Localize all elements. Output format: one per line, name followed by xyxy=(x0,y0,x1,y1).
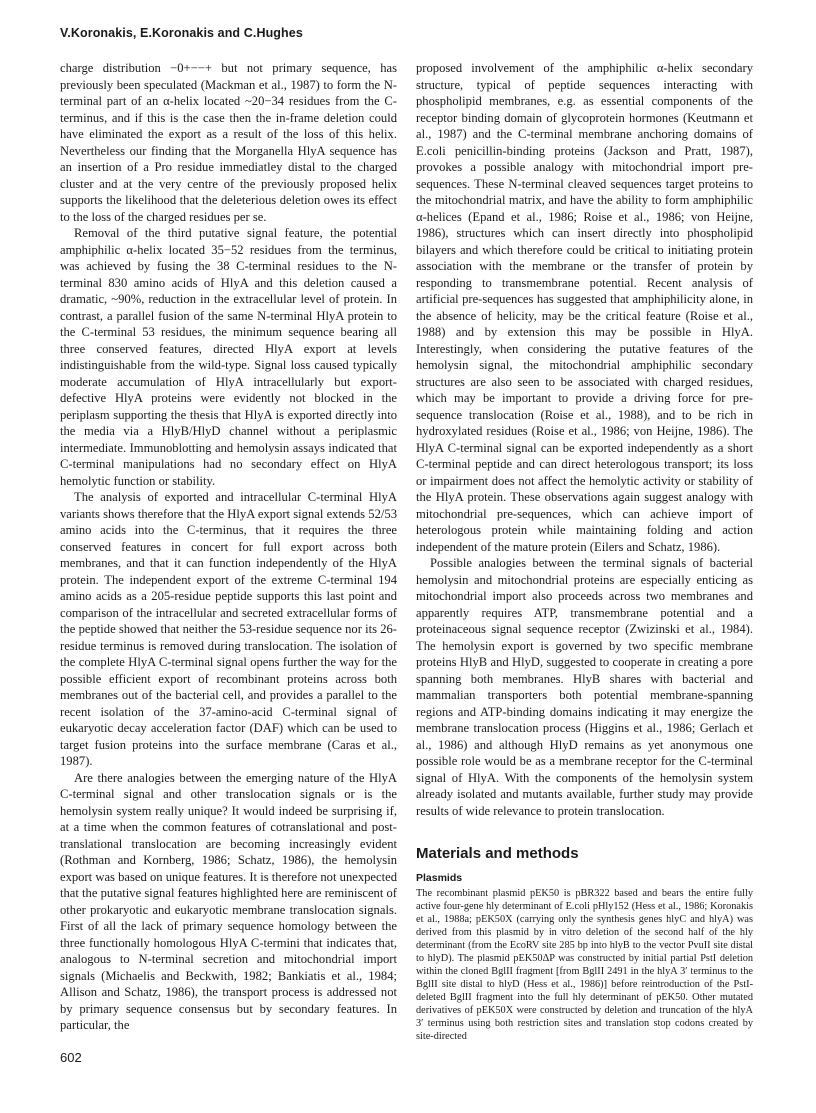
methods-paragraph: The recombinant plasmid pEK50 is pBR322 based and bears the entire fully active four-gene hly determinant of E.coli pHly152 (Hess et al., 1986; Koronakis et al., 1988a; pEK50X (carrying only the synthesis genes hlyC and hlyA) was derived from this plasmid by in vitro deletion of the second half of the hly determinant (from the EcoRV site 285 bp into hlyB to the vector PvuII site distal to hlyD). The plasmid pEK50ΔP was constructed by initial partial PstI deletion within the cloned BglII fragment [from BglII 2491 in the hlyA 3′ terminus to the BglII site distal to hlyD (Hess et al., 1986)] before reintroduction of the PstI-deleted BglII fragment into the full hly determinant of pEK50. Other mutated derivatives of pEK50X were constructed by deletion and truncation of the hlyA 3′ terminus using both restriction sites and translation stop codons created by site-directed xyxy=(416,888,753,1042)
paragraph: Possible analogies between the terminal signals of bacterial hemolysin and mitochondrial proteins are especially enticing as mitochondrial import also proceeds across two membranes and apparently requires ATP, transmembrane potential and a proteinaceous signal sequence receptor (Zwizinski et al., 1984). The hemolysin export is governed by two specific membrane proteins HlyB and HlyD, suggested to cooperate in creating a pore spanning both membranes. HlyB shares with bacterial and mammalian transporters both potential membrane-spanning regions and ATP-binding domains indicating it may energize the membrane translocation process (Higgins et al., 1986; Gerlach et al., 1986) and although HlyD remains as yet anonymous one possible role would be as a membrane receptor for the C-terminal signal of HlyA. With the components of the hemolysin system already isolated and mutants available, further study may provide results of wide relevance to protein translocation. xyxy=(416,556,753,818)
right-column xyxy=(416,60,753,1043)
left-column xyxy=(60,60,397,1034)
subsection-title: Plasmids xyxy=(416,872,463,884)
paragraph: charge distribution −0+−−+ but not primary sequence, has previously been speculated (Mackman et al., 1987) to form the N-terminal part of an α-helix located ~20−34 residues from the C-terminus, and if this is the case then the in-frame deletion could have eliminated the export as a result of the loss of this helix. Nevertheless our finding that the Morganella HlyA sequence has an insertion of a Pro residue immediatley distal to the charged cluster and at the very centre of the previously proposed helix supports the likelihood that the deleterious deletion owes its effect to the loss of the charged residues per se. xyxy=(60,61,397,224)
paragraph: Removal of the third putative signal feature, the potential amphiphilic α-helix located 35−52 residues from the terminus, was achieved by fusing the 38 C-terminal residues to the N-terminal 830 amino acids of HlyA and this deletion caused a dramatic, ~90%, reduction in the extracellular level of protein. In contrast, a parallel fusion of the same N-terminal HlyA protein to the C-terminal 53 residues, the minimum sequence bearing all three conserved features, directed HlyA export at levels indistinguishable from the wild-type. Signal loss caused typically moderate accumulation of HlyA intracellularly but export-defective HlyA proteins were evidently not blocked in the periplasm supporting the thesis that HlyA is exported directly into the media via a HlyB/HlyD channel without a periplasmic intermediate. Immunoblotting and hemolysin assays indicated that C-terminal manipulations had no secondary effect on HlyA hemolytic function or stability. xyxy=(60,226,397,488)
paragraph: The analysis of exported and intracellular C-terminal HlyA variants shows therefore that the HlyA export signal extends 52/53 amino acids into the C-terminus, that it requires the three conserved features in concert for full export across both membranes, and that it can function independently of the HlyA protein. The independent export of the extreme C-terminal 194 amino acids as a 205-residue peptide supports this last point and comparison of the intracellular and secreted extracellular forms of the peptide showed that neither the 53-residue sequence nor its 26-residue terminus is removed during translocation. The isolation of the complete HlyA C-terminal signal opens further the way for the possible efficient export of recombinant proteins across both membranes out of the bacterial cell, and provides a parallel to the recent isolation of the 37-amino-acid C-terminal signal of eukaryotic decay acceleration factor (DAF) which can be used to target fusion proteins into the surface membrane (Caras et al., 1987). xyxy=(60,490,397,768)
page-number: 602 xyxy=(60,1050,82,1065)
paragraph: proposed involvement of the amphiphilic α-helix secondary structure, typical of peptide sequences interacting with phospholipid membranes, e.g. as essential components of the receptor binding domain of glycoprotein hormones (Keutmann et al., 1987) and the C-terminal membrane anchoring domains of E.coli penicillin-binding proteins (Jackson and Pratt, 1987), provokes a possible analogy with mitochondrial import pre-sequences. These N-terminal cleaved sequences target proteins to the mitochondrial matrix, and have the ability to form amphiphilic α-helices (Epand et al., 1986; Roise et al., 1986; von Heijne, 1986), structures which can insert directly into phospholipid bilayers and which therefore could be critical to initiating protein association with the membrane or the transfer of protein by responding to transmembrane potential. Recent analysis of artificial pre-sequences has suggested that amphiphilicity alone, in the absence of helicity, may be the critical feature (Roise et al., 1988) and by extension this may be possible in HlyA. Interestingly, when considering the putative features of the hemolysin signal, the mitochondrial amphiphilic secondary structures are also seen to be associated with charged residues, which may be important to provide a driving force for pre-sequence translocation (Roise et al., 1988), and to be rich in hydroxylated residues (Roise et al., 1986; von Heijne, 1986). The HlyA C-terminal signal can be exported independently as a short C-terminal peptide and can direct heterologous transport; its loss or impairment does not affect the hemolytic activity or stability of the HlyA protein. These observations again suggest analogy with mitochondrial pre-sequences, which can achieve import of heterologous protein while maintaining folding and action independent of the mature protein (Eilers and Schatz, 1986). xyxy=(416,61,753,554)
section-title: Materials and methods xyxy=(416,845,579,862)
paragraph: Are there analogies between the emerging nature of the HlyA C-terminal signal and other translocation signals or is the hemolysin system really unique? It would indeed be surprising if, at a time when the common features of cotranslational and post-translational translocation are becoming increasingly evident (Rothman and Kornberg, 1986; Schatz, 1986), the hemolysin export was based on unique features. It is therefore not unexpected that the putative signal features highlighted here are reminiscent of other prokaryotic and eukaryotic membrane translocation signals. First of all the lack of primary sequence homology between the three functionally homologous HlyA C-termini that indicates that, analogous to N-terminal secretion and mitochondrial import signals (Michaelis and Beckwith, 1982; Bankiatis et al., 1984; Allison and Schatz, 1986), the transport process is addressed not by primary sequence consensus but by secondary features. In particular, the xyxy=(60,770,397,1032)
running-header: V.Koronakis, E.Koronakis and C.Hughes xyxy=(60,26,303,40)
